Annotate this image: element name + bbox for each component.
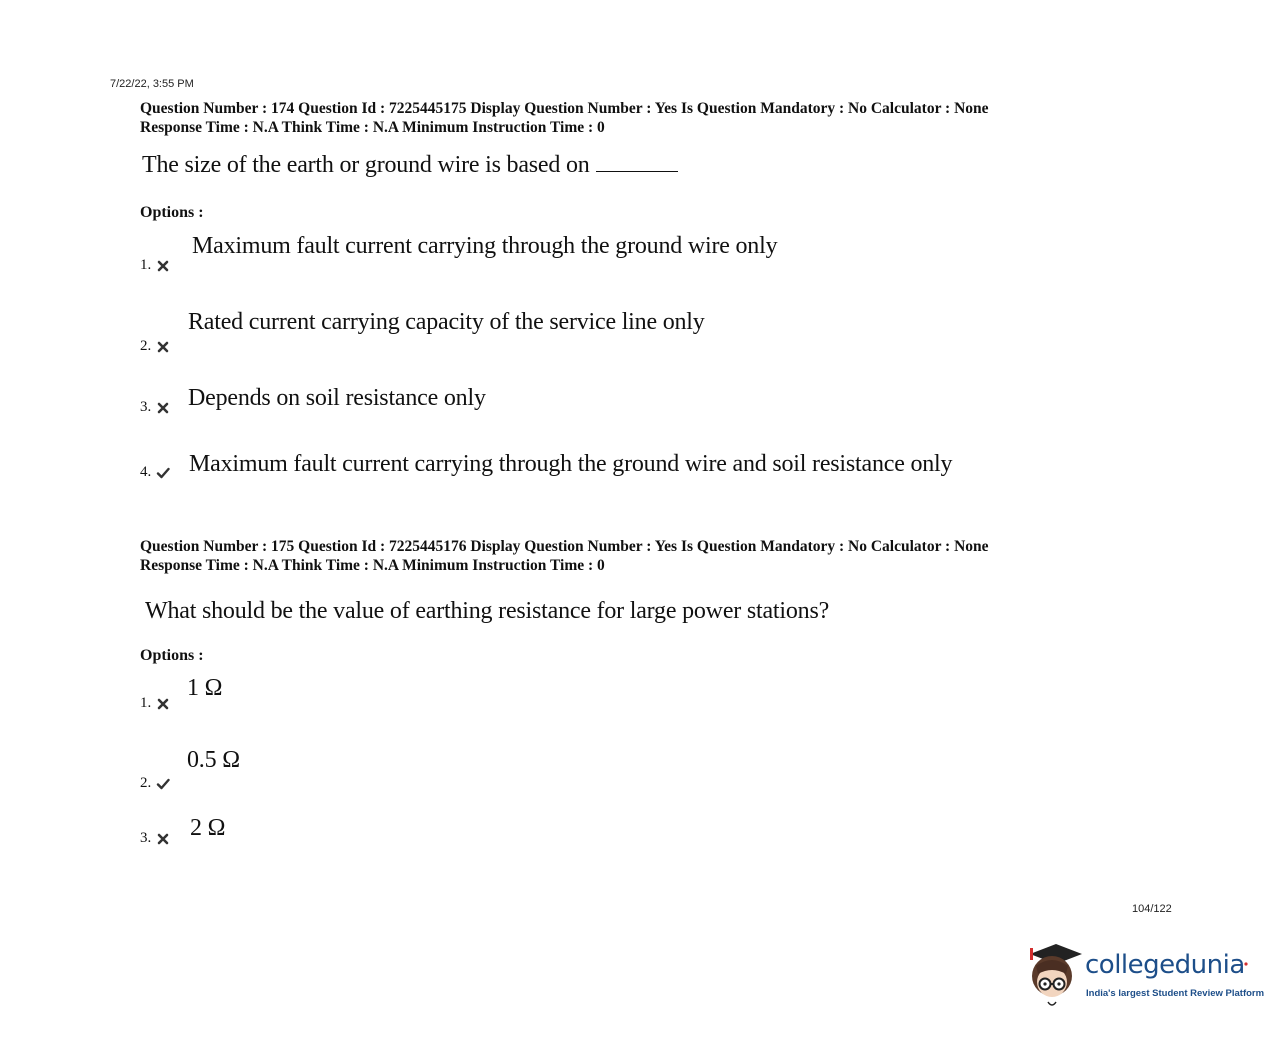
print-timestamp: 7/22/22, 3:55 PM (110, 78, 194, 90)
question-meta-line2: Response Time : N.A Think Time : N.A Minimum Instruction Time : 0 (140, 557, 605, 574)
options-label: Options : (140, 204, 204, 221)
cross-icon (156, 401, 170, 415)
options-label: Options : (140, 647, 204, 664)
option-number: 1. (140, 695, 170, 712)
question-meta-line2: Response Time : N.A Think Time : N.A Minimum Instruction Time : 0 (140, 119, 605, 136)
answer-blank (596, 155, 678, 172)
option-text: 2 Ω (190, 815, 226, 841)
question-text: The size of the earth or ground wire is based on (142, 152, 678, 179)
check-icon (156, 466, 170, 480)
question-meta-line1: Question Number : 174 Question Id : 7225445175 Display Question Number : Yes Is Question Mandatory : No Calculator : None (140, 100, 989, 117)
option-number: 3. (140, 830, 170, 847)
option-number: 2. (140, 775, 170, 792)
cross-icon (156, 259, 170, 273)
question-meta-line1: Question Number : 175 Question Id : 7225445176 Display Question Number : Yes Is Question Mandatory : No Calculator : None (140, 538, 989, 555)
option-number: 3. (140, 399, 170, 416)
cross-icon (156, 832, 170, 846)
question-text: What should be the value of earthing resistance for large power stations? (145, 598, 830, 624)
option-text: Rated current carrying capacity of the service line only (188, 309, 705, 335)
option-text: 0.5 Ω (187, 747, 240, 773)
option-number: 1. (140, 257, 170, 274)
page-number: 104/122 (1132, 903, 1172, 915)
option-number: 2. (140, 338, 170, 355)
check-icon (156, 777, 170, 791)
option-text: Maximum fault current carrying through the ground wire and soil resistance only (189, 451, 953, 477)
option-text: 1 Ω (187, 675, 223, 701)
cross-icon (156, 340, 170, 354)
mascot-icon (1030, 944, 1082, 1005)
cross-icon (156, 697, 170, 711)
brand-tagline: India's largest Student Review Platform (1086, 988, 1265, 999)
option-number: 4. (140, 464, 170, 481)
brand-name: collegedunia (1085, 950, 1245, 980)
option-text: Maximum fault current carrying through the ground wire only (192, 233, 778, 259)
option-text: Depends on soil resistance only (188, 385, 486, 411)
